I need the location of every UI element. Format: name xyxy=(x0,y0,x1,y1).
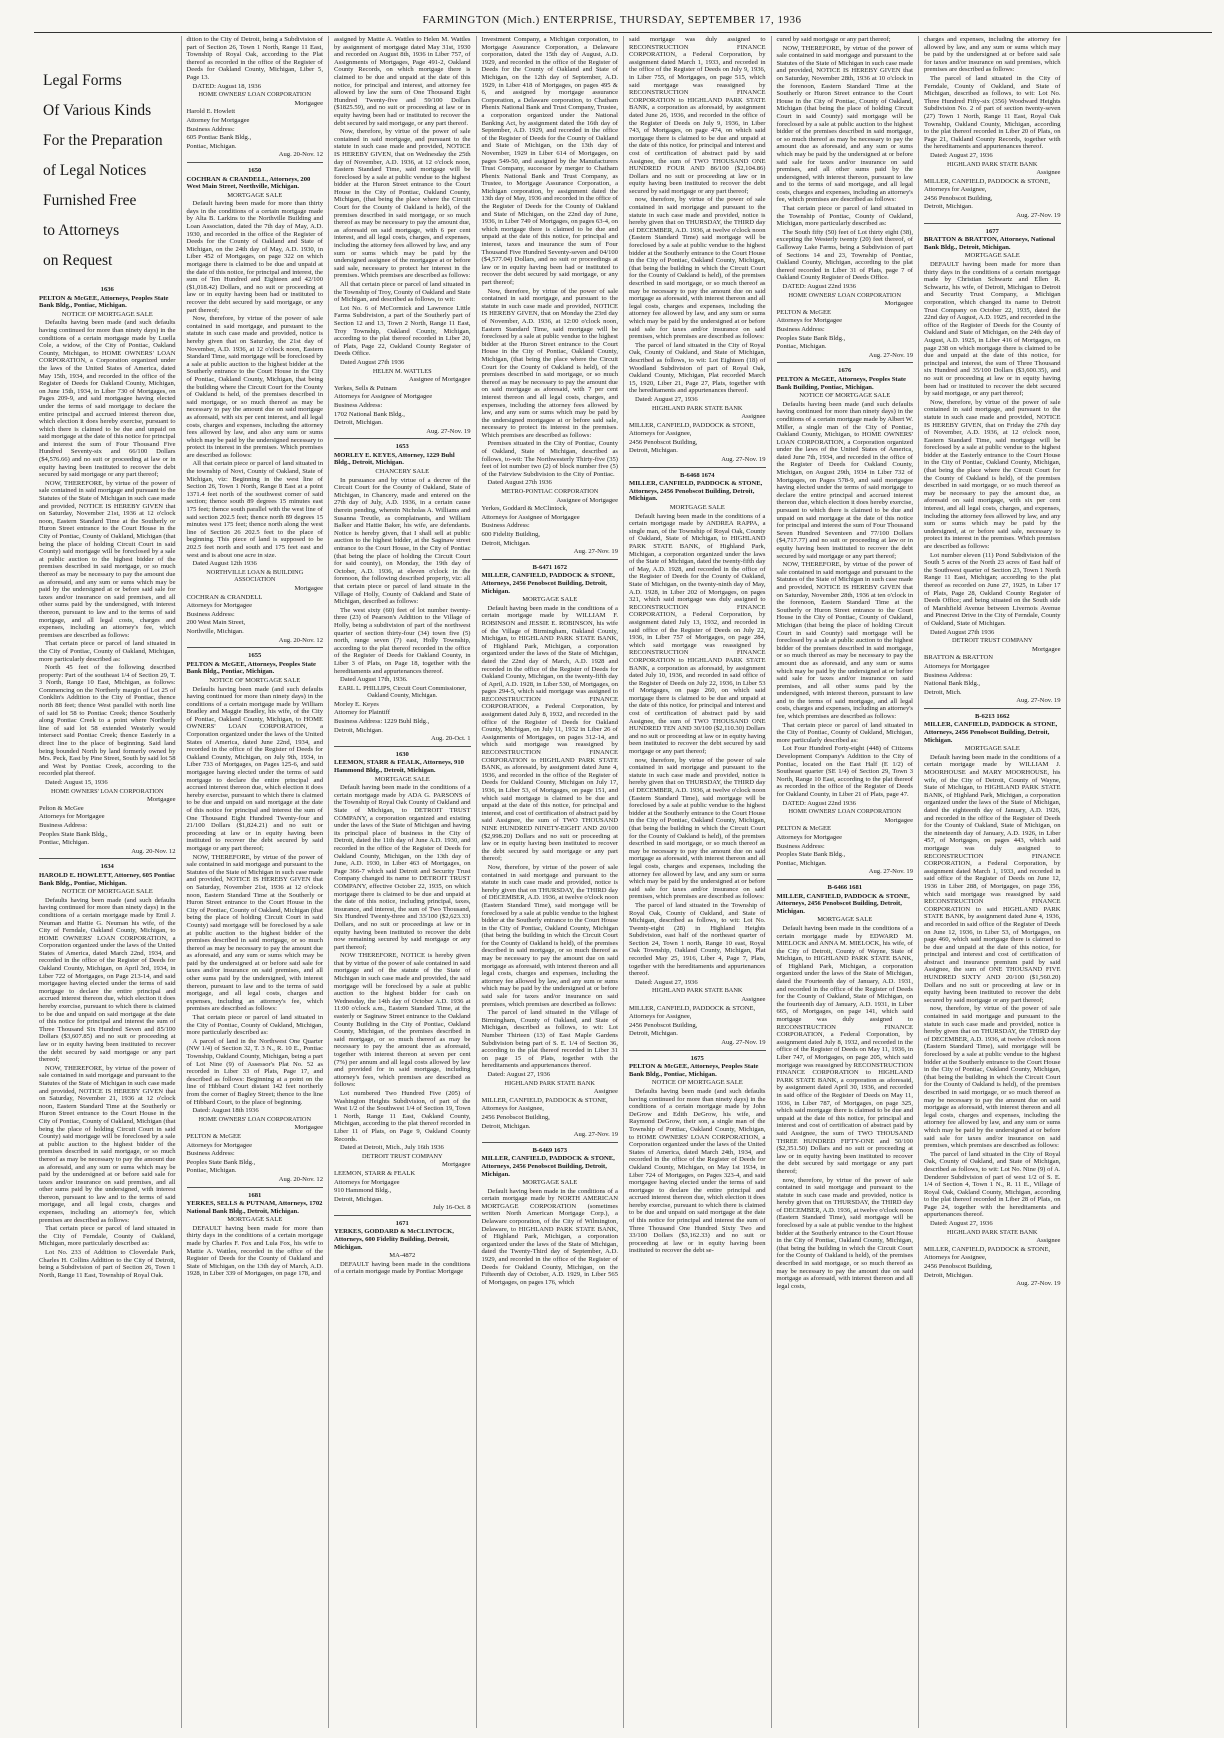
notice-paragraph: Lot numbered Two Hundred Five (205) of Washington Heights Subdivision, of part of the West 1/2 of the Southwest 1/4 of Section 19, Town 1 North, Range 11 East, Oakland County, Michigan, according to the plat thereof recorded in Liber 11 of Plats, on Page 9, Oakland County Records. xyxy=(334,1089,471,1143)
notice-number: B-6468 1674 xyxy=(679,471,715,479)
notice-line: Peoples State Bank Bldg., xyxy=(776,851,846,859)
notice-divider xyxy=(924,223,1061,224)
notice-divider xyxy=(334,746,471,747)
signature: NORTHVILLE LOAN & BUILDING ASSOCIATION xyxy=(206,568,304,584)
notice-paragraph: Defaults having been made (and such defaults having continued for more than ninety days) in the conditions of a certain mortgage made by Emil J. Neuman and Hattie G. Neuman his wife, of the City of Ferndale, Oakland County, Michigan, to HOME OWNERS' LOAN CORPORATION, a Corporation organized under the laws of the United States of America, dated March 22nd, 1934, and recorded in the office of the Register of Deeds for Oakland County, Michigan, on April 3rd, 1934, in Liber 722 of Mortgages, on Page 213-14, and said mortgagee having elected under the terms of said mortgage to declare the entire principal and accrued interest thereon due, which election it does hereby exercise, pursuant to which there is claimed to be due and unpaid on said mortgage at the date of this notice for principal and interest the sum of Three Thousand Six Hundred Seven and 85/100 Dollars ($3,607.85) and no suit or proceeding at law or in equity having been instituted to recover the debt secured by said mortgage or any part thereof; xyxy=(39,896,176,1064)
notice-line: said mortgage was duly assigned to RECONSTRUCTION FINANCE CORPORATION, a Federal Corporation, by assignment dated March 1, 1933, and recorded in the office of the Register of Deeds on July 9, 1936, in Liber 755, of Mortgages, on page 515, which said mortgage was reassigned by RECONSTRUCTION FINANCE CORPORATION to HIGHLAND PARK STATE BANK, a corporation as aforesaid, by assignment dated June 26, 1936, and recorded in the office of the Register of Deeds on July 9, 1936, in Liber 743, of Mortgages, on page 474, on which said mortgage there is claimed to be due and unpaid at the date of this notice, for principal and interest and cost of certification of abstract paid by said Assignee, the sum of TWO THOUSAND ONE HUNDRED FOUR AND 86/100 ($2,104.86) Dollars and no suit or proceeding at law or in equity having been instituted to recover the debt secured by said mortgage or any part thereof; xyxy=(629,36,766,195)
signature-role: Aug. 27-Nov. 19 xyxy=(573,548,618,556)
notice-paragraph: now, therefore, by virtue of the power of sale contained in said mortgage and pursuant to the statute in such case made and provided, notice is hereby given that on THURSDAY, the THIRD day of DECEMBER, A.D. 1936, at twelve o'clock noon (Eastern Standard Time) said mortgage will be foreclosed by a sale at public vendue to the highest bidder at the Southerly entrance to the Court House in the City of Pontiac, Oakland County, Michigan, (that being the building in which the Circuit Court for the County of Oakland is held), of the premises described in said mortgage, or so much thereof as may be necessary to pay the amount due on said mortgage as aforesaid, with interest thereon and all legal costs, charges and expenses, including the attorney fee allowed by law, and any sum or sums which may be paid by the undersigned at or before said sale for taxes and/or insurance on said premises, which premises are described as follows: xyxy=(629,196,766,341)
notice-title: NOTICE OF MORTGAGE SALE xyxy=(799,392,891,400)
notice-number: 1677 xyxy=(985,227,999,235)
notice-heading: MILLER, CANFIELD, PADDOCK & STONE, Attorneys, 2456 Penobscot Building, Detroit, Michigan. xyxy=(776,892,910,915)
signature-role: Assignee xyxy=(741,996,766,1004)
signature-role: Mortgagee xyxy=(146,796,176,804)
notice-title: MORTGAGE SALE xyxy=(522,1179,578,1187)
ad-line: Of Various Kinds xyxy=(43,102,152,119)
notice-line: MILLER, CANFIELD, PADDOCK & STONE, xyxy=(481,1096,608,1104)
notice-line: Peoples State Bank Bldg., xyxy=(776,334,846,342)
signature-role: Assignee of Mortgagee xyxy=(408,376,471,384)
notice-number: 1675 xyxy=(690,1054,704,1062)
notice-paragraph: Default having been made in the conditions of a certain mortgage made by ANDREA RAPPA, a single man, of the Township of Royal Oak, County of Oakland, State of Michigan, to HIGHLAND PARK STATE BANK, of Highland Park, Michigan, a corporation organized under the laws of the State of Michigan, dated the twenty-fifth day of May, A.D. 1928, and recorded in the office of the Register of Deeds for the County of Oakland, State of Michigan, on the twenty-ninth day of May, A.D. 1928, in Liber 202 of Mortgages, on pages 321, which said mortgage was duly assigned to RECONSTRUCTION FINANCE CORPORATION, a Federal Corporation, by assignment dated July 13, 1932, and recorded in said office of the Register of Deeds on July 22, 1936, in Liber 757 of Mortgages, on page 284, which said mortgage was reassigned by RECONSTRUCTION FINANCE CORPORATION to HIGHLAND PARK STATE BANK, a corporation as aforesaid, by assignment dated July 10, 1936, and recorded in said office of the Register of Deeds on July 22, 1936, in Liber 53 of Mortgages, on page 260, on which said mortgage there is claimed to be due and unpaid at the date of this notice, for principal and interest and cost of certification of abstract paid by said Assignee, the sum of TWO THOUSAND ONE HUNDRED TEN AND 30/100 ($2,110.30) Dollars and no suit or proceeding at law or in equity having been instituted to recover the debt secured by said mortgage or any part thereof; xyxy=(629,512,766,756)
notice-title: MORTGAGE SALE xyxy=(964,745,1020,753)
notice-paragraph: NOW, THEREFORE, by virtue of the power of sale contained in said mortgage and pursuant to the Statutes of the State of Michigan in such case made and provided, NOTICE IS HEREBY GIVEN that on Saturday, November 21st, 1936 at 12 o'clock noon, Eastern Standard Time at the Southerly or Huron Street entrance to the Court House in the City of Pontiac, County of Oakland, Michigan (that being the place of holding Circuit Court in said County) said mortgage will be foreclosed by a sale at public auction to the highest bidder of the premises described in said mortgage, or so much thereof as may be necessary to pay the amount due as aforesaid, and any sum or sums which may be paid by the undersigned at or before said sale for taxes and/or insurance on said premises, and all other sums paid by the undersigned, with interest thereon, pursuant to law and to the terms of said mortgage, and all legal costs, charges and expenses, including an attorney's fee, which premises are described as follows: xyxy=(39,479,176,639)
notice-paragraph: DEFAULT having been made in the conditions of a certain mortgage made by Pontiac Mortgage xyxy=(334,1260,471,1276)
column-1-body xyxy=(39,286,176,1279)
notice-line: Detroit, Michigan. xyxy=(334,726,383,734)
notice-number: 1630 xyxy=(395,750,409,758)
notice-paragraph: NOW, THEREFORE, by virtue of the power of sale contained in said mortgage and pursuant to the Statutes of the State of Michigan in such case made and provided, NOTICE IS HEREBY GIVEN that on Saturday, November 21, 1936 at 12 o'clock noon, Eastern Standard Time at the Southerly or Huron Street entrance to the Court House in the City of Pontiac, County of Oakland, Michigan (that being the place of holding Circuit Court in said County) said mortgage will be foreclosed by a sale at public auction to the highest bidder of the premises described in said mortgage, or so much thereof as may be necessary to pay the amount due as aforesaid, and any sum or sums which may be paid by the undersigned at or before said sale for taxes and/or insurance on said premises, and all other sums paid by the undersigned, with interest thereon, pursuant to law and to the terms of said mortgage, and all legal costs, charges and expenses, including an attorney's fee, which premises are described as follows: xyxy=(39,1064,176,1224)
signature-role: Assignee xyxy=(593,1088,618,1096)
notice-paragraph: Default having been made in the conditions of a certain mortgage made by ADA G. PARSONS of the Township of Royal Oak County of Oakland and State of Michigan, to DETROIT TRUST COMPANY, a corporation organized and existing under the laws of the State of Michigan and having its principal place of business in the City of Detroit, dated the 11th day of June A.D. 1930, and recorded in the office of the Register of Deeds for Oakland County, Michigan, on the 13th day of June, A.D. 1930, in Liber 463 of Mortgages, on Page 366-7 which said Detroit and Security Trust Company changed its name to DETROIT TRUST COMPANY, effective October 22, 1935, on which mortgage there is claimed to be due and unpaid at the date of this notice, including principal, taxes, insurance, and interest, the sum of Two Thousand, Six Hundred Twenty-three and 33/100 ($2,623.33) Dollars, and no suit or proceedings at law or in equity having been instituted to recover the debt now remaining secured by said mortgage or any part thereof; xyxy=(334,784,471,951)
notice-heading: COCHRAN & CRANDELL, Attorneys, 200 West Main Street, Northville, Michigan. xyxy=(186,175,311,191)
notice-paragraph: NOW, THEREFORE, by virtue of the power of sale contained in said mortgage and pursuant to the Statutes of the State of Michigan in such case made and provided, NOTICE IS HEREBY GIVEN that on Saturday, November 28th, 1936 at ten o'clock in the forenoon, Eastern Standard Time at the Southerly or Huron Street entrance to the Court House in the City of Pontiac, County of Oakland, Michigan (that being the place of holding Circuit Court in said County) said mortgage will be foreclosed by a sale at public auction to the highest bidder of the premises described in said mortgage, or so much thereof as may be necessary to pay the amount due as aforesaid, and any sum or sums which may be paid by the undersigned at or before said sale for taxes and/or insurance on said premises, and all other sums paid by the undersigned, with interest thereon, pursuant to law and to the terms of said mortgage, and all legal costs, charges and expenses, including an attorney's fee, which premises are described as follows: xyxy=(776,561,913,721)
notice-paragraph: Dated at Detroit, Mich., July 16th 1936 xyxy=(340,1144,444,1152)
notice-paragraph: Lot No. 233 of Addition to Cloverdale Park, Charles H. Collins Addition to the City of Detroit, being a Subdivision of part of Section 26, Town 1 North, Range 11 East, Township of Royal Oak. xyxy=(39,1249,176,1279)
notice-paragraph: DEFAULT having been made for more than thirty days in the conditions of a certain mortgage made by Christian Schwartz and Ellen R. Schwartz, his wife, of Detroit, Michigan to Detroit and Security Trust Company, a Michigan corporation, which changed its name to Detroit Trust Company on October 22, 1935, dated the 22nd day of August, A.D. 1925, and recorded in the office of the Register of Deeds for the County of Oakland and State of Michigan, on the 24th day of August, A.D. 1925, in Liber 416 of Mortgages, on page 238 on which mortgage there is claimed to be due and unpaid at the date of this notice, for principal and interest, the sum of Three Thousand six Hundred and 35/100 Dollars ($3,600.35), and no suit or proceeding at law or in equity having been had or instituted to recover the debt secured by said mortgage, or any part thereof; xyxy=(924,261,1061,398)
notice-paragraph: In pursuance and by virtue of a decree of the Circuit Court for the County of Oakland, State of Michigan, in Chancery, made and entered on the 27th day of July, A.D. 1936, in a certain cause therein pending, wherein Nicholas A. Williams and Susanna Treutle, as complainants, and William Balker and Hattie Baker, his wife, are defendants. Notice is hereby given, that I shall sell at public auction to the highest bidder, at the Saginaw street entrance to the Court House, in the City of Pontiac (that being the place of holding the Circuit Court for said county), on Monday, the 19th day of October, A.D. 1936, at eleven o'clock in the forenoon, the following described property, viz: all that certain piece or parcel of land situate in the Village of Holly, County of Oakland and State of Michigan, described as follows: xyxy=(334,476,471,606)
notice-line: MILLER, CANFIELD, PADDOCK & STONE, xyxy=(924,177,1051,185)
notice-paragraph: Dated August 27th 1936 xyxy=(930,628,995,636)
notice-line: dition to the City of Detroit, being a Subdivision of part of Section 26, Town 1 North, Range 11 East, Township of Royal Oak, according to the Plat thereof as recorded in the office of the Register of Deeds for Oakland County, Michigan, Liber 5, Page 13. xyxy=(186,36,323,81)
signature-role: Aug. 20-Nov. 12 xyxy=(278,151,323,159)
notice-line: 2456 Penobscot Building, xyxy=(924,1263,993,1271)
notice-line: Detroit, Michigan. xyxy=(629,1030,678,1038)
column-2-body xyxy=(187,36,324,1278)
notice-number: 1634 xyxy=(100,863,114,871)
notice-line: Yerkes, Sells & Putnam xyxy=(334,384,397,392)
notice-title: MORTGAGE SALE xyxy=(522,596,578,604)
notice-divider xyxy=(334,438,471,439)
signature-role: Mortgagee xyxy=(884,300,913,308)
notice-line: Detroit, Michigan. xyxy=(924,203,973,211)
signature: HELEN M. WATTLES xyxy=(372,367,432,375)
notice-line: 200 West Main Street, xyxy=(186,619,246,627)
notice-paragraph: The parcel of land situated in the City of Royal Oak, County of Oakland, and State of Michigan, described as follows, to wit: Lot Eighteen (18) of Woodland Subdivision of part of Royal Oak, Oakland County, Michigan, Plat recorded March 15, 1920, Liber 21, Page 27, Plats, together with the hereditaments and appurtenances thereof. xyxy=(629,341,766,395)
notice-title: NOTICE OF MORTGAGE SALE xyxy=(61,888,153,896)
signature-role: Aug. 27-Nov. 19 xyxy=(868,868,913,876)
column-3 xyxy=(329,36,477,1728)
signature-role: Aug. 27-Nov. 19 xyxy=(573,1131,618,1139)
notice-divider xyxy=(777,879,914,880)
notice-title: MORTGAGE SALE xyxy=(964,252,1020,260)
notice-line: Pontiac, Michigan. xyxy=(186,142,237,150)
notice-paragraph: DEFAULT having been made for more than thirty days in the conditions of a certain mortgage made by Charles F. Fox and Lula Fox, his wife to Mattie A. Wattles, recorded in the office of the Register of Deeds for the County of Oakland and State of Michigan, on the 13th day of March, A.D. 1928, in Liber 339 of Mortgages, on page 178, and xyxy=(186,1224,323,1278)
notice-paragraph: now, therefore, by virtue of the power of sale contained in said mortgage and pursuant to the statute in such case made and provided, notice is hereby given that on THURSDAY, the THIRD day of DECEMBER, A.D. 1936, at twelve o'clock noon (Eastern Standard Time), said mortgage will be foreclosed by a sale at public vendue to the highest bidder at the Southerly entrance to the Court House in the City of Pontiac, Oakland County, Michigan, (that being the building in which the Circuit Court for the County of Oakland is held), of the premises described in said mortgage, or so much thereof as may be necessary to pay the amount due on said mortgage as aforesaid, with interest thereon and all legal costs, charges and expenses, including the attorney fee allowed by law, and any sum or sums which may be paid by the undersigned at or before said sale for taxes and/or insurance on said premises, which premises are described as follows: xyxy=(629,756,766,901)
notice-line: Business Address: xyxy=(776,325,825,333)
column-7-body xyxy=(924,36,1061,1288)
notice-line: Peoples State Bank Bldg., xyxy=(186,1158,256,1166)
notice-number: 1636 xyxy=(100,286,114,293)
column-1 xyxy=(34,36,182,1728)
signature: HIGHLAND PARK STATE BANK xyxy=(652,404,743,412)
notice-line: cured by said mortgage or any part thereof; xyxy=(776,36,891,43)
notice-line: 2456 Penobscot Building, xyxy=(629,1021,698,1029)
column-4-body xyxy=(482,36,619,1286)
notice-paragraph: That certain piece or parcel of land situated in the City of Pontiac, County of Oakland, Michigan, more particularly described as: xyxy=(39,640,176,663)
signature-role: Mortgagee xyxy=(294,99,323,107)
notice-line: 600 Fidelity Building, xyxy=(481,531,540,538)
notice-paragraph: DATED: August 22nd 1936 xyxy=(782,799,856,807)
notice-divider xyxy=(924,708,1061,709)
notice-paragraph: Dated: August 27, 1936 xyxy=(635,395,698,403)
notice-line: PELTON & McGEE xyxy=(776,308,832,316)
signature-role: Aug. 27-Nov. 19 xyxy=(1016,1280,1061,1288)
signature-role: Aug. 27-Nov. 19 xyxy=(1016,212,1061,220)
signature: HOME OWNERS' LOAN CORPORATION xyxy=(788,808,902,816)
notice-heading: LEEMON, STARR & FEALK, Attorneys, 910 Hammond Bldg., Detroit, Michigan. xyxy=(334,759,464,775)
notice-paragraph: Dated August 12th 1936 xyxy=(192,560,257,568)
notice-paragraph: now, therefore, by virtue of the power of sale contained in said mortgage and pursuant to the statute in such case made and provided, notice is hereby given that on THURSDAY, the THIRD day of DECEMBER, A.D. 1936, at twelve o'clock noon (Eastern Standard Time), said mortgage will be foreclosed by a sale at public vendue to the highest bidder at the Southerly entrance to the Court House in the City of Pontiac, Oakland County, Michigan, (that being the building in which the Circuit Court for the County of Oakland is held), of the premises described in said mortgage, or so much thereof as may be necessary to pay the amount due on said mortgage as aforesaid, with interest thereon and all legal costs, xyxy=(776,1176,913,1290)
notice-paragraph: Lot number eleven (11) Pond Subdivision of the South 5 acres of the North 23 acres of East half of the Southwest quarter of Section 23, Town 1 North Range 11 East, Michigan; according to the plat thereof as recorded on June 27, 1925, in Liber 17 of Plats, Page 28, Oakland County Register of Deeds Office; and being situated on the South side of Marshfield Avenue between Livernois Avenue and Pinecrest Drive in the City of Ferndale, County of Oakland, State of Michigan. xyxy=(924,551,1061,627)
notice-line: LEEMON, STARR & FEALK xyxy=(334,1169,416,1177)
notice-divider xyxy=(777,362,914,363)
signature-role: Aug. 27-Nov. 19 xyxy=(868,351,913,359)
signature-role: Aug. 20-Nov. 12 xyxy=(131,847,176,855)
notice-line: 605 Pontiac Bank Bldg., xyxy=(186,134,252,142)
signature-role: Mortgagee xyxy=(294,1124,323,1132)
notice-line: charges and expenses, including the attorney fee allowed by law, and any sum or sums which may be paid by the undersigned at or before said sale for taxes and/or insurance on said premises, which premises are described as follows: xyxy=(924,36,1061,74)
notice-number: 1671 xyxy=(395,1219,409,1227)
signature: HOME OWNERS' LOAN CORPORATION xyxy=(198,1115,312,1123)
notice-line: Attorneys for Mortgagee xyxy=(186,1141,253,1149)
notice-title: MA-4872 xyxy=(389,1252,416,1260)
notice-heading: PELTON & McGEE, Attorneys, Peoples State Bank Bldg., Pontiac, Michigan. xyxy=(629,1063,759,1078)
notice-line: Attorneys for Mortgagee xyxy=(39,813,105,821)
columns xyxy=(34,36,1214,1728)
notice-paragraph: now, therefore, by virtue of the power of sale contained in said mortgage and pursuant to the statute in such case made and provided, notice is hereby given that on THURSDAY, the THIRD day of DECEMBER, A.D. 1936, at twelve o'clock noon (Eastern Standard Time), said mortgage will be foreclosed by a sale at public vendue to the highest bidder at the Southerly entrance to the Court House in the City of Pontiac, Oakland County, Michigan, (that being the building in which the Circuit Court for the County of Oakland is held), of the premises described in said mortgage, or so much thereof as may be necessary to pay the amount due on said mortgage as aforesaid, with interest thereon and all legal costs, charges and expenses, including the attorney fee allowed by law, and any sum or sums which may be paid by the undersigned at or before said sale for taxes and/or insurance on said premises, which premises are described as follows: xyxy=(924,1005,1061,1150)
signature: HIGHLAND PARK STATE BANK xyxy=(652,987,743,995)
notice-line: Attorneys for Assignee, xyxy=(924,186,987,194)
notice-line: Business Address: xyxy=(334,401,383,409)
notice-line: Attorneys for Mortgagee xyxy=(186,602,253,610)
notice-line: Attorney for Mortgagee xyxy=(186,116,250,124)
notice-line: Attorneys for Assignee, xyxy=(481,1105,544,1113)
signature-role: Aug. 27-Nov. 19 xyxy=(721,1039,766,1046)
ad-line: to Attorneys xyxy=(43,222,120,239)
notice-line: Pontiac, Michigan. xyxy=(186,1167,237,1175)
notice-line: Detroit, Michigan. xyxy=(334,419,383,427)
notice-paragraph: Default having been made in the conditions of a certain mortgage made by EDWARD M. MIELOCK and ANNA M. MIELOCK, his wife, of the City of Detroit, County of Wayne, State of Michigan, to HIGHLAND PARK STATE BANK, of Highland Park, Michigan, a corporation organized under the laws of the State of Michigan, dated the Fourteenth day of January, A.D. 1931, and recorded in the office of the Register of Deeds for the County of Oakland, State of Michigan, on the fourteenth day of January, A.D. 1931, in Liber 665, of Mortgages, on page 141, which said mortgage was duly assigned to RECONSTRUCTION FINANCE CORPORATION, a Federal Corporation, by assignment dated July 8, 1932, and recorded in the office of the Register of Deeds on May 11, 1936, in Liber 747, of Mortgages, on page 205, which said mortgage was reassigned by RECONSTRUCTION FINANCE CORPORATION to HIGHLAND PARK STATE BANK, a corporation as aforesaid, by assignment dated April 30, 1936, and recorded in said office of the Register of Deeds on May 11, 1936, in Liber 787, of Mortgages, on page 325, which said mortgage there is claimed to be due and unpaid at the date of this notice, for principal and interest and cost of certification of abstract paid by said Assignee, the sum of TWO THOUSAND THREE HUNDRED FIFTY-ONE and 50/100 ($2,351.50) Dollars and no suit or proceeding at law or in equity having been instituted to recover the debt secured by said mortgage or any part thereof; xyxy=(776,924,913,1175)
column-4 xyxy=(477,36,625,1728)
notice-line: Detroit, Michigan. xyxy=(334,1195,383,1203)
notice-line: Peoples State Bank Bldg., xyxy=(39,830,108,838)
notice-line: Business Address: xyxy=(186,1150,235,1158)
notice-paragraph: The parcel of land situated in the City of Ferndale, County of Oakland, and State of Michigan, described as follows, to wit: Lot No. Three Hundred Fifty-six (356) Woodward Heights Subdivision No. 2 of part of section twenty-seven (27) Town 1 North, Range 11 East, Royal Oak Township, Oakland County, Michigan, according to the plat thereof recorded in Liber 20 of Plats, on Page 21, Oakland County Records, together with the hereditaments and appurtenances thereof. xyxy=(924,74,1061,151)
ad-line: For the Preparation xyxy=(43,132,163,149)
signature: HOME OWNERS' LOAN CORPORATION xyxy=(50,787,164,795)
column-7 xyxy=(919,36,1067,1728)
signature: HIGHLAND PARK STATE BANK xyxy=(504,1079,595,1087)
signature-role: Aug. 20-Nov. 12 xyxy=(278,636,323,644)
notice-heading: YERKES, GODDARD & McCLINTOCK, Attorneys, 600 Fidelity Building, Detroit, Michigan. xyxy=(334,1228,454,1251)
notice-heading: PELTON & McGEE, Attorneys, Peoples State Bank Building, Pontiac, Michigan. xyxy=(776,375,906,391)
notice-title: CHANCERY SALE xyxy=(375,468,430,476)
notice-paragraph: All that certain piece or parcel of land situated in the Township of Troy, County of Oakland and State of Michigan, and described as follows, to wit: xyxy=(334,281,471,304)
notice-heading: HAROLD E. HOWLETT, Attorney, 605 Pontiac Bank Bldg., Pontiac, Michigan. xyxy=(39,871,176,887)
signature: HOME OWNERS' LOAN CORPORATION xyxy=(788,291,902,299)
notice-line: Attorneys for Mortgagee xyxy=(776,317,843,325)
notice-paragraph: Defaults having been made (and such defaults having continued for more than ninety days) in the conditions of a certain mortgage made by John DeGrow and Edith DeGrow, his wife, and Raymond DeGrow, their son, a single man of the Township of Pontiac, Oakland County, Michigan, to HOME OWNERS' LOAN CORPORATION, a Corporation organized under the laws of the United States of America, dated March 24th, 1934, and recorded in the office of the Register of Deeds for Oakland County, Michigan, on May 1st 1934, in Liber 724 of Mortgages, on Pages 323-4, and said mortgagee having elected under the terms of said mortgage to declare the entire principal and accrued interest thereon due, which election it does hereby exercise, pursuant to which there is claimed to be due and unpaid on said mortgage at the date of this notice for principal and interest the sum of Three Thousand One Hundred Sixty Two and 33/100 Dollars ($3,162.33) and no suit or proceeding at law or in equity having been instituted to recover the debt se- xyxy=(629,1087,766,1255)
notice-paragraph: The parcel of land situated in the City of Royal Oak, County of Oakland, and State of Michigan, described as follows, to wit: Lot No. Nine (9) of A. Denderer Subdivision of part of west 1/2 of S. E. 1/4 of Section 4, Town 1 N., R. 11 E., Village of Royal Oak, Oakland County, Michigan, according to the plat thereof recorded in Liber 28 of Plats, on Page 24, together with the hereditaments and appurtenances thereof. xyxy=(924,1150,1061,1219)
notice-paragraph: Dated August 17th, 1936. xyxy=(340,676,408,684)
notice-line: Northville, Michigan. xyxy=(186,627,244,635)
column-5-body xyxy=(629,36,766,1255)
notice-paragraph: NOW THEREFORE, NOTICE is hereby given that by virtue of the power of sale contained in said mortgage and of the statute of the State of Michigan in such case made and provided, the said mortgage will be foreclosed by a sale at public auction to the highest bidder for cash on Wednesday, the 14th day of October A.D. 1936 at 11:00 o'clock a.m., Eastern Standard Time, at the easterly or Saginaw Street entrance to the Oakland County Building in the City of Pontiac, Oakland County, Michigan, of the premises described in said mortgage, or so much thereof as may be necessary to pay the amount due as aforesaid, together with interest thereon at seven per cent (7%) per annum and all legal costs allowed by law and provided for in said mortgage, including attorney's fees, which premises are described as follows: xyxy=(334,952,471,1089)
notice-heading: MILLER, CANFIELD, PADDOCK & STONE, Attorneys, 2456 Penobscot Building, Detroit, Michigan. xyxy=(481,572,615,595)
notice-divider xyxy=(629,1050,766,1051)
column-3-body xyxy=(334,36,471,1276)
notice-paragraph: Dated August 27th 1936 xyxy=(340,358,405,366)
notice-paragraph: Default having been made in the conditions of a certain mortgage made by WILLIAM J. MOORHOUSE and MARY MOORHOUSE, his wife, of the City of Detroit, County of Wayne, State of Michigan, to HIGHLAND PARK STATE BANK, of Highland Park, Michigan, a corporation organized under the laws of the State of Michigan, dated the eighteenth day of January, A.D. 1926, and recorded in the office of the Register of Deeds for the County of Oakland, State of Michigan, on the nineteenth day of January, A.D. 1926, in Liber 457, of Mortgages, on pages 443, which said mortgage was duly assigned to RECONSTRUCTION FINANCE CORPORATION, a Federal Corporation, by assignment dated March 1, 1933, and recorded in said office of the Register of Deeds on June 12, 1936 in Liber 288, of Mortgages, on page 356, which said mortgage was reassigned by said RECONSTRUCTION FINANCE CORPORATION to said HIGHLAND PARK STATE BANK, by assignment dated June 4, 1936, and recorded in said office of the Register of Deeds on June 12, 1936, in Liber 53, of Mortgages, on page 460, which said mortgage there is claimed to be due and unpaid at the date of this notice, for principal and interest and cost of certification of abstract and insurance premium paid by said Assignee, the sum of ONE THOUSAND FIVE HUNDRED SIXTY AND 20/100 ($1,560.20) Dollars and no suit or proceeding at law or in equity having been instituted to recover the debt secured by said mortgage or any part thereof; xyxy=(924,753,1061,1004)
notice-line: Attorney for Plaintiff xyxy=(334,709,390,717)
ad-line: of Legal Notices xyxy=(43,162,147,179)
notice-line: PELTON & McGEE xyxy=(776,825,832,833)
notice-paragraph: Default having been made in the conditions of a certain mortgage made by WILLIAM F. ROBINSON and JESSIE E. ROBINSON, his wife of the Village of Birmingham, Oakland County, Michigan, to HIGHLAND PARK STATE BANK, of Highland Park, Michigan, a corporation organized under the laws of the State of Michigan, dated the 22nd day of March, A.D. 1928 and recorded in the office of the Register of Deeds for Oakland County, Michigan, on the twenty-fifth day of April, A.D. 1928, in Liber 530, of Mortgages, on pages 294-5, which said mortgage was assigned to RECONSTRUCTION FINANCE CORPORATION, a Federal Corporation, by assignment dated July 8, 1932, and recorded in the office of the Register of Deeds for Oakland County, Michigan, on July 11, 1932 in Liber 26 of Assignments of Mortgages, on pages 312-14, and which said mortgage was reassigned by RECONSTRUCTION FINANCE CORPORATION to HIGHLAND PARK STATE BANK, as aforesaid, by assignment dated June 4, 1936, and recorded in the office of the Register of Deeds for Oakland County, Michigan on July 17, 1936, in Liber 53, of Mortgages, on page 151, and which said mortgage is claimed to be due and unpaid at the date of this notice, for principal and interest, and cost of certification of abstract paid by said Assignee, the sum of TWO THOUSAND NINE HUNDRED NINETY-EIGHT AND 20/100 ($2,998.20) Dollars and no suit or proceeding at law or in equity having been instituted to recover the debt secured by said mortgage or any part thereof; xyxy=(481,604,618,863)
notice-paragraph: North 45 feet of the following described property: Part of the southeast 1/4 of Section 29, T. 3 North, Range 10 East, Michigan, as follows: Commencing on the Northerly margin of Lot 25 of Conklin's Addition to the City of Pontiac, thence north 88 feet; thence West parallel with north line of said lot 58 to Pontiac Creek; thence Southerly along Pontiac Creek to a point where Northerly line of said lot 58 extended Westerly would intersect said Pontiac Creek; thence Easterly in a direct line to the place of beginning. Said land being bounded North by land formerly owned by Mrs. Peck, East by Pine Street, South by said lot 58 and West by Pontiac Creek, according to the recorded plat thereof. xyxy=(39,664,176,778)
notice-line: BRATTON & BRATTON xyxy=(924,654,993,662)
notice-paragraph: DATED: August 22nd 1936 xyxy=(782,283,856,290)
notice-paragraph: Now, therefore, by virtue of the power of sale contained in said mortgage, and pursuant to the statute in such case made and provided, NOTICE IS HEREBY GIVEN, that on Wednesday the 25th day of November, A.D. 1936, at 12 o'clock noon, Eastern Standard Time, said mortgage will be foreclosed by a sale at public vendue to the highest bidder at the Huron Street entrance to the Court House in the City of Pontiac, Oakland County, Michigan, (that being the place where the Circuit Court for the County of Oakland is held), of the premises described in said mortgage, or so much thereof as may be necessary to pay the amount due, as aforesaid on said mortgage, with 6 per cent interest, and all legal costs, charges, and expenses, including the attorney fees allowed by law, and any sum or sums which may be paid by the undersigned assignee of the mortgagee at or before said sale, necessary to protect her interest in the premises. Which premises are described as follows: xyxy=(334,128,471,280)
notice-line: 2456 Penobscot Building, xyxy=(924,194,993,202)
notice-divider xyxy=(187,1187,324,1188)
notice-number: B-6213 1662 xyxy=(974,712,1010,720)
notice-divider xyxy=(629,467,766,468)
notice-paragraph: Now, therefore, by virtue of the power of sale contained in said mortgage, and pursuant to the statute in such case made and provided, NOTICE IS HEREBY GIVEN, that on Friday the 27th day of November, A.D. 1936, at 12 o'clock noon, Eastern Standard Time, said mortgage will be foreclosed by a sale at public vendue to the highest bidder at the Easterly entrance to the Court House in the City of Pontiac, Oakland County, Michigan, (that being the place where the Circuit Court for the County of Oakland is held), of the premises described in said mortgage, or so much thereof as may be necessary to pay the amount due, as aforesaid on said mortgage, with six per cent interest, and all legal costs, charges, and expenses, including the attorney fees allowed by law, and any sum or sums which may be paid by the undersigned, at or before said sale, necessary to protect its interest in the premises. Which premises are described as follows: xyxy=(924,398,1061,550)
signature-role: Mortgagee xyxy=(294,584,323,592)
notice-title: NOTICE OF MORTGAGE SALE xyxy=(61,310,153,318)
notice-title: MORTGAGE SALE xyxy=(669,504,725,512)
ad-line: Legal Forms xyxy=(43,72,122,89)
notice-line: Pontiac, Michigan. xyxy=(39,839,89,847)
signature-role: Aug. 27-Nov. 19 xyxy=(426,427,471,435)
notice-paragraph: The parcel of land situated in the Village of Birmingham, County of Oakland, and State of Michigan, described as follows, to wit: Lot Number Thirteen (13) of East Maple Gardens Subdivision being part of S. E. 1/4 of Section 36, according to the plat thereof recorded in Liber 31 on page 15 of Plats, together with the hereditaments and appurtenances thereof. xyxy=(481,1009,618,1070)
notice-divider xyxy=(482,559,619,560)
notice-paragraph: Lot No. 6 of McCormick and Lawrence Little Farms Subdivision, a part of the Southerly part of Section 12 and 13, Town 2 North, Range 11 East, Troy Township, Oakland County, Michigan, according to the plat thereof recorded in Liber 20, of Plats, Page 22, Oakland County Register of Deeds Office. xyxy=(334,304,471,358)
notice-line: Morley E. Keyes xyxy=(334,700,379,708)
signature: HIGHLAND PARK STATE BANK xyxy=(947,160,1038,168)
notice-paragraph: Defaults having been made (and such defaults having continued for more than ninety days) in the conditions of a certain mortgage made by Albert W. Miller, a single man of the City of Pontiac, Oakland County, Michigan, to HOME OWNERS' LOAN CORPORATION, a Corporation organized under the laws of the United States of America, dated June 7th, 1934, and recorded in the office of the Register of Deeds for Oakland County, Michigan, on August 29th, 1934 in Liber 732 of Mortgages, on Pages 578-9, and said mortgagee having elected under the terms of said mortgage to declare the entire principal and accrued interest thereon due, which election it does hereby exercise, pursuant to which there is claimed to be due and unpaid on said mortgage at the date of this notice for principal and interest the sum of Four Thousand Seven Hundred Seventeen and 77/100 Dollars ($4,717.77) and no suit or proceeding at law or in equity having been instituted to recover the debt secured by said mortgage or any part thereof; xyxy=(776,400,913,560)
notice-line: Business Address: xyxy=(39,821,88,829)
notice-heading: MILLER, CANFIELD, PADDOCK & STONE, Attorneys, 2456 Penobscot Building, Detroit, Michigan. xyxy=(481,1155,615,1178)
notice-divider xyxy=(482,1142,619,1143)
signature-role: Mortgagee xyxy=(1031,645,1061,653)
notice-line: Business Address: xyxy=(776,842,825,850)
notice-line: Detroit, Michigan. xyxy=(924,1271,973,1279)
notice-paragraph: The South fifty (50) feet of Lot thirty eight (38), excepting the Westerly twenty (20) feet thereof, of Galloway Lake Farms, being a Subdivision of part of Sections 14 and 23, Township of Pontiac, Oakland County, Michigan, according to the plat thereof recorded in Liber 31 of Plats, page 7 of Oakland County Register of Deeds Office. xyxy=(776,228,913,282)
notice-line: Attorneys for Mortgagee xyxy=(776,833,843,841)
notice-paragraph: Dated: August 27, 1936 xyxy=(487,1070,551,1078)
signature-role: Aug. 20-Nov. 12 xyxy=(278,1175,323,1183)
notice-line: assigned by Mattie A. Wattles to Helen M. Wattles by assignment of mortgage dated May 31st, 1930 and recorded on August 8th, 1936 in Liber 757, of Assignments of Mortgages, Page 491-2, Oakland County Records, on which mortgage there is claimed to be due and unpaid at the date of this notice, for principal and interest, and attorney fee allowed by law the sum of One Thousand Eight Hundred Twenty-five and 59/100 Dollars ($1825.59), and no suit or proceeding at law or in equity having been had or instituted to recover the debt secured by said mortgage, or any part thereof. xyxy=(334,36,471,127)
signature-role: Aug. 27-Nov. 19 xyxy=(721,456,766,464)
signature: HOME OWNERS' LOAN CORPORATION xyxy=(198,91,312,99)
notice-title: NOTICE OF MORTGAGE SALE xyxy=(651,1079,743,1087)
signature-role: Mortgagee xyxy=(441,1161,471,1169)
notice-line: Harold E. Howlett xyxy=(186,108,236,116)
notice-line: National Bank Bldg., xyxy=(924,680,981,688)
notice-paragraph: Dated: August 27, 1936 xyxy=(930,1220,993,1228)
notice-line: Attorneys for Assignee, xyxy=(629,430,692,438)
notice-divider xyxy=(334,1215,471,1216)
notice-paragraph: Now, therefore, by virtue of the power of sale contained in said mortgage, and pursuant to the statute in such case made and provided, NOTICE IS HEREBY GIVEN, that on Monday the 23rd day of November, A.D. 1936, at 12:00 o'clock noon, Eastern Standard Time, said mortgage will be foreclosed by a sale at public vendue to the highest bidder at the Huron Street entrance to the Court House in the City of Pontiac, Oakland County, Michigan, (that being the place where the Circuit Court for the County of Oakland is held), of the premises described in said mortgage, or so much thereof as may be necessary to pay the amount due on said mortgage as aforesaid, with 7 per cent interest thereon and all legal costs, charges, and expenses, including the attorney fees allowed by law, and any sum or sums which may be paid by the undersigned mortgagee at or before said sale, necessary to protect its interest in the premises. Which premises are described as follows: xyxy=(481,287,618,439)
notice-number: 1681 xyxy=(248,1191,262,1199)
notice-paragraph: Now, therefore, by virtue of the power of sale contained in said mortgage, and pursuant to the statute in such case made and provided, notice is hereby given that on Saturday, the 21st day of November, A.D. 1936, at 12 o'clock noon, Eastern Standard Time, said mortgage will be foreclosed by a sale at public auction to the highest bidder at the Southerly entrance to the Court House in the City of Pontiac, Oakland County, Michigan, that being the building where the Circuit Court for the County of Oakland is held, of the premises described in said mortgage, or so much thereof as may be necessary to pay the amount due on said mortgage as aforesaid, with six per cent interest, and all legal costs, charges and expenses, including the attorney fees allowed by law, and also any sum or sums which may be paid by the undersigned necessary to protect its interest in the premises. Which premises are described as follows: xyxy=(186,315,323,459)
notice-paragraph: That certain piece or parcel of land situated in the City of Pontiac, County of Oakland, Michigan, more particularly described as: xyxy=(186,1014,323,1037)
notice-paragraph: All that certain piece or parcel of land situated in the township of Novi, County of Oakland, State of Michigan, viz: Beginning in the west line of Section 26, Town 1 North, Range 8 East at a point 1371.4 feet north of the southwest corner of said section; thence south 89 degrees 15 minutes east 175 feet; thence south parallel with the west line of said section 202.5 feet; thence north 89 degrees 15 minutes west 175 feet; thence north along the west line of Section 26 202.5 feet to the place of beginning. This piece of land is supposed to be 202.5 feet north and south and 175 feet east and west and is about one acre in size. xyxy=(186,460,323,559)
notice-title: MORTGAGE SALE xyxy=(374,775,430,783)
signature-role: Assignee xyxy=(741,413,766,421)
signature: HIGHLAND PARK STATE BANK xyxy=(947,1228,1038,1236)
signature-role: Assignee xyxy=(1036,169,1061,177)
legal-forms-ad xyxy=(39,36,176,282)
notice-line: Detroit, Michigan. xyxy=(481,539,531,547)
notice-line: Attorneys for Mortgagee xyxy=(334,1178,400,1186)
column-6 xyxy=(772,36,920,1728)
notice-line: Business Address: xyxy=(186,610,235,618)
notice-line: Detroit, Michigan. xyxy=(481,1122,531,1130)
notice-paragraph: Dated: August 15, 1936 xyxy=(45,779,108,786)
notice-heading: MILLER, CANFIELD, PADDOCK & STONE, Attorneys, 2456 Penobscot Building, Detroit, Michigan. xyxy=(924,721,1058,744)
notice-number: 1676 xyxy=(838,367,852,375)
notice-heading: PELTON & McGEE, Attorneys, Peoples State Bank Bldg., Pontiac, Michigan. xyxy=(39,294,169,310)
notice-divider xyxy=(39,858,176,859)
notice-heading: MILLER, CANFIELD, PADDOCK & STONE, Attorneys, 2456 Penobscot Building, Detroit, Michigan. xyxy=(629,480,763,503)
signature: METRO-PONTIAC CORPORATION xyxy=(501,488,599,496)
column-8 xyxy=(1067,36,1215,1728)
notice-paragraph: A parcel of land in the Northwest One Quarter (NW 1/4) of Section 32, T. 3 N., R. 10 E., Pontiac Township, Oakland County, Michigan, being a part of Lot Nine (9) of Assessor's Plat No. 52 as recorded in Liber 33 of Plats, Page 17, and described as follows: Beginning at a point on the line of Hibbard Court distant 142 feet northerly from the corner of Bagley Street; thence to the line of Hibbard Court, to the place of beginning. xyxy=(186,1037,323,1106)
notice-paragraph: NOW, THEREFORE, by virtue of the power of sale contained in said mortgage and pursuant to the Statutes of the State of Michigan in such case made and provided, NOTICE IS HEREBY GIVEN that on Saturday, November 21st, 1936 at 12 o'clock noon, Eastern Standard Time at the Southerly or Huron Street entrance to the Court House in the City of Pontiac, County of Oakland, Michigan (that being the place of holding Circuit Court in said County) said mortgage will be foreclosed by a sale at public auction to the highest bidder of the premises described in said mortgage, or so much thereof as may be necessary to pay the amount due as aforesaid, and any sum or sums which may be paid by the undersigned at or before said sale for taxes and/or insurance on said premises, and all other sums paid by the undersigned, with interest thereon, pursuant to law and to the terms of said mortgage, and all legal costs, charges and expenses, including an attorney's fee, which premises are described as follows: xyxy=(186,853,323,1013)
masthead: FARMINGTON (Mich.) ENTERPRISE, THURSDAY, SEPTEMBER 17, 1936 xyxy=(422,14,802,26)
notice-line: Business Address: 1229 Buhl Bldg., xyxy=(334,718,430,726)
notice-line: 2456 Penobscot Building, xyxy=(481,1113,550,1121)
notice-title: MORTGAGE SALE xyxy=(227,1216,283,1224)
notice-line: Yerkes, Goddard & McClintock, xyxy=(481,505,568,513)
notice-line: Business Address: xyxy=(924,671,973,679)
notice-paragraph: Dated: August 27, 1936 xyxy=(635,978,698,986)
notice-number: B-6471 1672 xyxy=(532,563,568,571)
signature-role: July 16-Oct. 8 xyxy=(432,1204,471,1212)
signature: EARL L. PHILLIPS, Circuit Court Commissioner, Oakland County, Michigan. xyxy=(338,684,467,700)
signature-role: Mortgagee xyxy=(884,816,913,824)
notice-paragraph: That certain piece or parcel of land situated in the City of Pontiac, County of Oakland, Michigan, more particularly described as: xyxy=(776,721,913,744)
notice-line: Attorneys for Mortgagee xyxy=(924,662,990,670)
signature-role: Aug. 20-Oct. 1 xyxy=(430,735,471,743)
notice-line: 910 Hammond Bldg., xyxy=(334,1187,392,1195)
notice-number: 1650 xyxy=(248,166,262,174)
notice-heading: YERKES, SELLS & PUTNAM, Attorneys, 1702 National Bank Bldg., Detroit, Michigan. xyxy=(186,1200,323,1215)
signature-role: Assignee xyxy=(1036,1237,1061,1245)
notice-title: MORTGAGE SALE xyxy=(817,916,873,924)
signature: DETROIT TRUST COMPANY xyxy=(951,637,1033,645)
notice-line: Business Address: xyxy=(481,522,530,530)
notice-number: B-6469 1673 xyxy=(532,1146,568,1154)
ad-line: on Request xyxy=(43,252,113,269)
notice-line: Pontiac, Michigan. xyxy=(776,343,827,351)
notice-paragraph: That certain piece or parcel of land situated in the Township of Pontiac, County of Oakland, Michigan, more particularly described as: xyxy=(776,205,913,228)
notice-line: MILLER, CANFIELD, PADDOCK & STONE, xyxy=(629,1004,756,1012)
notice-paragraph: Dated: August 18th 1936 xyxy=(192,1107,259,1115)
notice-line: Attorneys for Assignee of Mortgagee xyxy=(481,513,580,521)
notice-paragraph: Default having been made for more than thirty days in the conditions of a certain mortgage made by Alta B. Larkins to the Northville Building and Loan Association, dated the 7th day of May, A.D. 1930, and recorded in the office of the Register of Deeds for the County of Oakland and State of Michigan, on the 24th day of May, A.D. 1930, in Liber 452 of Mortgages, on page 322 on which mortgage there is claimed to be due and unpaid at the date of this notice, for principal and interest, the sum of Ten Hundred and Eighteen and 42/100 ($1,018.42) Dollars, and no suit or proceeding at law or in equity having been had or instituted to recover the debt secured by said mortgage, or any part thereof; xyxy=(186,200,323,314)
notice-paragraph: Now, therefore, by virtue of the power of sale contained in said mortgage and pursuant to the statute in such case made and provided, notice is hereby given that on THURSDAY, the THIRD day of DECEMBER, A.D. 1936, at twelve o'clock noon (Eastern Standard Time), said mortgage will be foreclosed by a sale at public vendue to the highest bidder at the Southerly entrance to the Court House in the City of Pontiac, Oakland County, Michigan (that being the building in which the Circuit Court for the County of Oakland is held), of the premises described in said mortgage, or so much thereof as may be necessary to pay the amount due on said mortgage as aforesaid, with interest thereon and all legal costs, charges and expenses, including the attorney fee allowed by law, and any sum or sums which may be paid by the undersigned at or before said sale for taxes and/or insurance on said premises, which premises are described as follows: xyxy=(481,863,618,1008)
notice-heading: BRATTON & BRATTON, Attorneys, National Bank Bldg., Detroit, Michigan. xyxy=(924,236,1056,251)
notice-line: Attorneys for Assignee, xyxy=(629,1013,692,1021)
notice-number: 1653 xyxy=(395,443,409,451)
notice-number: B-6466 1681 xyxy=(827,883,863,891)
notice-paragraph: Defaults having been made (and such defaults having continued for more than ninety days) in the conditions of a certain mortgage made by Luella Cole, a widow, of the City of Pontiac, Oakland County, Michigan, to HOME OWNERS' LOAN CORPORATION, a Corporation organized under the laws of the United States of America, dated May 15th, 1934, and recorded in the office of the Register of Deeds for Oakland County, Michigan, on June 15th, 1934, in Liber 730 of Mortgages, on Pages 209-9, and said mortgagee having elected under the terms of said mortgage to declare the entire principal and accrued interest thereon due, which election it does hereby exercise, pursuant to which there is claimed to be due and unpaid on said mortgage at the date of this notice for principal and interest the sum of Four Thousand Five Hundred Seventy-six and 66/100 Dollars ($4,576.66) and no suit or proceeding at law or in equity having been instituted to recover the debt secured by said mortgage or any part thereof; xyxy=(39,319,176,479)
notice-paragraph: Lot Four Hundred Forty-eight (448) of Citizens Development Company's Addition to the City of Pontiac, located on the East Half (E 1/2) of Southeast quarter (SE 1/4) of Section 29, Town 3 North, Range 10 East, according to the plat thereof as recorded in the office of the Register of Deeds for Oakland County, in Liber 21 of Plats, page 47. xyxy=(776,745,913,798)
notice-paragraph: NOW, THEREFORE, by virtue of the power of sale contained in said mortgage and pursuant to the Statutes of the State of Michigan in such case made and provided, NOTICE IS HEREBY GIVEN that on Saturday, November 28th, 1936 at 10 o'clock in the forenoon, Eastern Standard Time at the Southerly or Huron Street entrance to the Court House in the City of Pontiac, County of Oakland, Michigan (that being the place of holding Circuit Court in said County) said mortgage will be foreclosed by a sale at public auction to the highest bidder of the premises described in said mortgage, or so much thereof as may be necessary to pay the amount due as aforesaid, and any sum or sums which may be paid by the undersigned at or before said sale for taxes and/or insurance on said premises, and all other sums paid by the undersigned, with interest thereon, pursuant to law and to the terms of said mortgage, and all legal costs, charges and expenses, including an attorney's fee, which premises are described as follows: xyxy=(776,44,913,204)
notice-line: MILLER, CANFIELD, PADDOCK & STONE, xyxy=(924,1245,1051,1253)
notice-paragraph: Defaults having been made (and such defaults having continued for more than ninety days) in the conditions of a certain mortgage made by William Bradley and Maggie Bradley, his wife, of the City of Pontiac, Oakland County, Michigan, to HOME OWNERS' LOAN CORPORATION, a Corporation organized under the laws of the United States of America, dated June 22nd, 1934, and recorded in the office of the Register of Deeds for Oakland County, Michigan, on July 9th, 1934, in Liber 733 of Mortgages, on Pages 125-6, and said mortgagee having elected under the terms of said mortgage to declare the entire principal and accrued interest thereon due, which election it does hereby exercise, pursuant to which there is claimed to be due and unpaid on said mortgage at the date of this notice for principal and interest the sum of One Thousand Eight Hundred Twenty-four and 21/100 Dollars ($1,824.21) and no suit or proceeding at law or in equity having been instituted to recover the debt secured by said mortgage or any part thereof; xyxy=(186,685,323,852)
notice-paragraph: The west sixty (60) feet of lot number twenty-three (23) of Pearson's Addition to the Village of Holly, being a subdivision of part of the northwest quarter of section thirty-four (34) town five (5) north, range seven (7) east, Holly Township, according to the plat thereof recorded in the office of the Register of Deeds for Oakland County, in Liber 3 of Plats, on Page 18, together with the hereditaments and appurtenances thereof. xyxy=(334,606,471,675)
signature: DETROIT TRUST COMPANY xyxy=(361,1152,443,1160)
notice-paragraph: The parcel of land situated in the Township of Royal Oak, County of Oakland, and State of Michigan, described as follows, to wit: Lot No. Twenty-eight (28) in Highland Heights Subdivision, east half of the northeast quarter of Section 24, Town 1 north, Range 10 east, Royal Oak Township, Oakland County, Michigan, Plat recorded May 25, 1916, Liber 4, Page 7, Plats, together with the hereditaments and appurtenances thereof. xyxy=(629,901,766,978)
notice-line: 2456 Penobscot Building, xyxy=(629,438,698,446)
notice-line: MILLER, CANFIELD, PADDOCK & STONE, xyxy=(629,421,756,429)
notice-number: 1655 xyxy=(248,652,262,660)
notice-paragraph: Premises situated in the City of Pontiac, County of Oakland, State of Michigan, described as follows, to-wit: The Northwesterly Thirty-five (35) feet of lot number two (2) of block number five (5) of the Fairview Subdivision to the City of Pontiac. xyxy=(481,440,618,478)
notice-paragraph: Dated August 27th 1936 xyxy=(487,479,552,487)
notice-heading: PELTON & McGEE, Attorneys, Peoples State Bank Bldg., Pontiac, Michigan. xyxy=(186,660,316,676)
signature-role: Aug. 27-Nov. 19 xyxy=(1016,697,1061,705)
notice-title: NOTICE OF MORTGAGE SALE xyxy=(209,676,301,684)
notice-paragraph: That certain piece or parcel of land situated in the City of Ferndale, County of Oakland, Michigan, more particularly described as: xyxy=(39,1225,176,1248)
signature-role: Assignee of Mortgagee xyxy=(556,496,618,504)
notice-line: 1702 National Bank Bldg., xyxy=(334,410,405,418)
notice-line: Detroit, Mich. xyxy=(924,688,962,696)
notice-line: Attorneys for Assignee, xyxy=(924,1254,987,1262)
notice-line: PELTON & McGEE xyxy=(186,1132,242,1140)
column-2 xyxy=(182,36,330,1728)
notice-heading: MORLEY E. KEYES, Attorney, 1229 Buhl Bldg., Detroit, Michigan. xyxy=(334,451,455,467)
notice-line: Pelton & McGee xyxy=(39,804,84,812)
notice-line: Investment Company, a Michigan corporation, to Mortgage Assurance Corporation, a Delaware corporation, dated the 15th day of August, A.D. 1929, and recorded in the office of the Register of Deeds for the County of Oakland and State of Michigan, on the 12th day of September, A.D. 1929, in Liber 418 of Mortgages, on pages 495 & 6, and assigned by mortgage assurance Corporation, a Delaware corporation, to Chatham Phenix National Bank and Trust Company, Trustee, a corporation organized under the National Banking Act, by assignment dated the 16th day of September, A.D. 1929, and recorded in the office of the Register of Deeds for the County of Oakland and State of Michigan, on the 13th day of November, 1929 in Liber 614 of Mortgages, on pages 549-50, and assigned by the Manufacturers Trust Company, successor by merger to Chatham Phenix National Bank and Trust Company, as Trustee, to Mortgage Assurance Corporation, a Michigan corporation, by assignment dated the 13th day of May, 1936 and recorded in the office of the Register of Deeds for the County of Oakland and State of Michigan, on the 22nd day of June, 1936, in Liber 749 of Mortgages, on pages 63-4, on which mortgage there is claimed to be due and unpaid at the date of this notice, for principal and interest, taxes and insurance the sum of Four Thousand Five Hundred Seventy-seven and 04/100 ($4,577.04) Dollars, and no suit or proceedings at law or in equity having been had or instituted to recover the debt secured by said mortgage, or any part thereof; xyxy=(481,36,618,286)
notice-paragraph: DATED: August 18, 1936 xyxy=(192,82,262,90)
notice-line: Business Address: xyxy=(186,125,235,133)
notice-paragraph: Default having been made in the conditions of a certain mortgage made by NORTH AMERICAN MORTGAGE CORPORATION (sometimes written North American Mortgage Corp.), a Delaware corporation, of the City of Wilmington, Delaware, to HIGHLAND PARK STATE BANK, of Highland Park, Michigan, a corporation organized under the laws of the State of Michigan, dated the Twenty-Third day of September, A.D. 1929, and recorded in the office of the Register of Deeds for Oakland County, Michigan, on the Fifteenth day of October, A.D. 1929, in Liber 565 of Mortgages, on pages 176, which xyxy=(481,1187,618,1286)
notice-title: MORTGAGE SALE xyxy=(227,191,283,199)
notice-line: Detroit, Michigan. xyxy=(629,447,678,455)
notice-line: COCHRAN & CRANDELL xyxy=(186,593,263,601)
column-5 xyxy=(624,36,772,1728)
notice-line: Pontiac, Michigan. xyxy=(776,859,827,867)
notice-divider xyxy=(187,647,324,648)
notice-paragraph: Dated: August 27, 1936 xyxy=(930,151,993,159)
masthead-rule xyxy=(34,32,1212,33)
notice-divider xyxy=(187,162,324,163)
ad-line: Furnished Free xyxy=(43,192,137,209)
column-6-body xyxy=(777,36,914,1290)
notice-line: Attorneys for Assignee of Mortgagee xyxy=(334,393,433,401)
